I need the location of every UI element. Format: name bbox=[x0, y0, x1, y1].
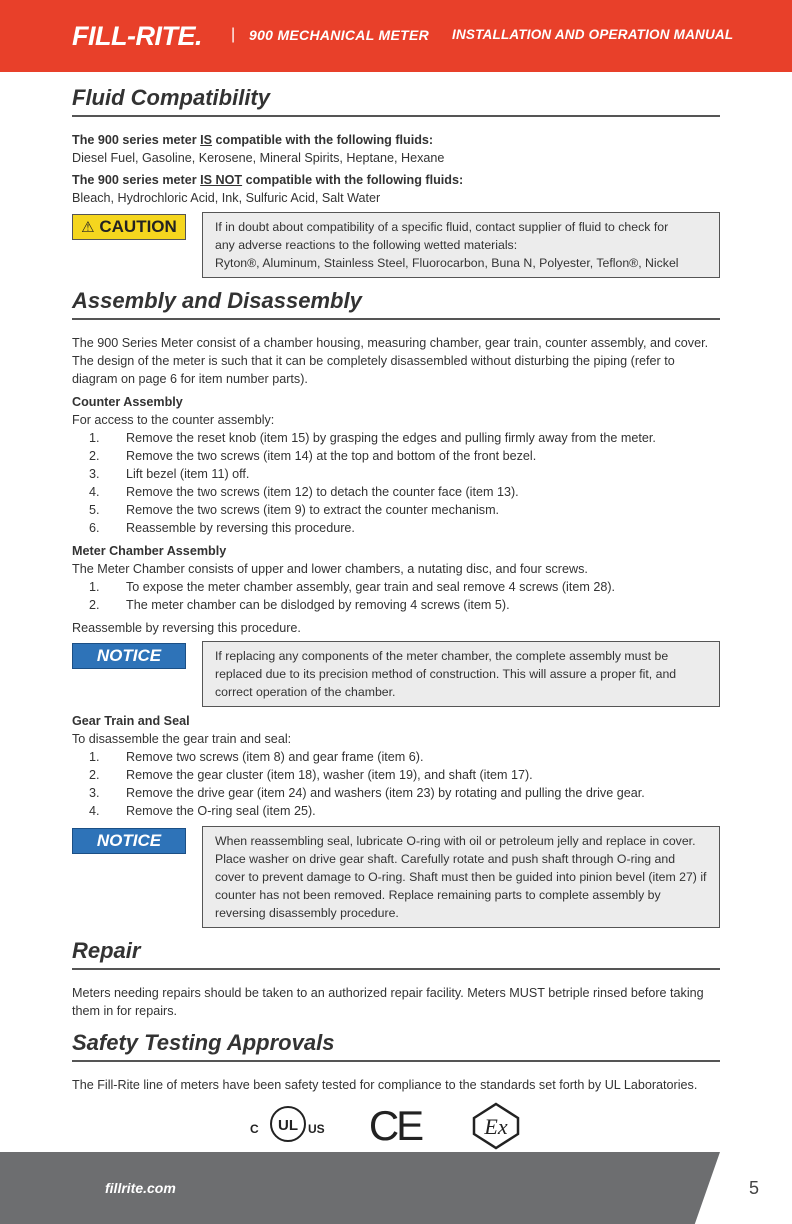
list-item: 6. Reassemble by reversing this procedure. bbox=[89, 521, 355, 535]
compatible-fluids-list: Diesel Fuel, Gasoline, Kerosene, Mineral Spirits, Heptane, Hexane bbox=[72, 151, 445, 165]
header-manual-title: INSTALLATION AND OPERATION MANUAL bbox=[452, 27, 734, 42]
meter-chamber-steps bbox=[72, 578, 720, 614]
svg-text:C: C bbox=[250, 1122, 259, 1136]
gear-train-steps bbox=[72, 748, 720, 820]
counter-assembly-intro: For access to the counter assembly: bbox=[72, 413, 275, 427]
svg-text:US: US bbox=[308, 1122, 325, 1136]
list-item: 2. The meter chamber can be dislodged by removing 4 screws (item 5). bbox=[89, 598, 510, 612]
list-item: 1. Remove the reset knob (item 15) by grasping the edges and pulling firmly away from the meter. bbox=[89, 431, 656, 445]
certification-marks bbox=[72, 1102, 720, 1154]
incompatible-statement: The 900 series meter IS NOT compatible with the following fluids: bbox=[72, 173, 464, 187]
notice-text-box: If replacing any components of the meter chamber, the complete assembly must be replaced due to its precision method of construction. This will assure a proper fit, and correct operation of the chamber. bbox=[202, 641, 720, 707]
meter-chamber-intro: The Meter Chamber consists of upper and lower chambers, a nutating disc, and four screws. bbox=[72, 562, 588, 576]
list-item: 1. Remove two screws (item 8) and gear frame (item 6). bbox=[89, 750, 424, 764]
list-item: 2. Remove the gear cluster (item 18), washer (item 19), and shaft (item 17). bbox=[89, 768, 533, 782]
atex-ex-icon bbox=[468, 1102, 524, 1150]
page-header bbox=[0, 0, 792, 72]
notice-callout-seal bbox=[72, 826, 720, 928]
repair-heading: Repair bbox=[72, 937, 720, 970]
header-separator: | bbox=[231, 26, 236, 43]
notice-badge: NOTICE bbox=[72, 643, 186, 669]
page-content bbox=[72, 84, 720, 1154]
fluid-compatibility-heading: Fluid Compatibility bbox=[72, 84, 720, 117]
safety-approvals-heading: Safety Testing Approvals bbox=[72, 1029, 720, 1062]
list-item: 1. To expose the meter chamber assembly, gear train and seal remove 4 screws (item 28). bbox=[89, 580, 616, 594]
ce-mark-icon bbox=[364, 1102, 426, 1146]
list-item: 3. Remove the drive gear (item 24) and washers (item 23) by rotating and pulling the drive gear. bbox=[89, 786, 645, 800]
page-number: 5 bbox=[749, 1178, 760, 1198]
header-model: 900 MECHANICAL METER bbox=[249, 27, 429, 43]
notice-text-box: When reassembling seal, lubricate O-ring with oil or petroleum jelly and replace in cover. Place washer on drive gear shaft. Carefully rotate and push shaft through O-ring and cover to prevent damage to O-ring. Shaft must then be guided into pinion bevel (item 27) if counter has not been removed. Replace remaining parts to complete assembly by reversing disassembly procedure. bbox=[202, 826, 720, 928]
footer-website-link[interactable]: fillrite.com bbox=[105, 1180, 176, 1196]
counter-assembly-steps bbox=[72, 429, 720, 537]
svg-text:UL: UL bbox=[278, 1117, 298, 1134]
fill-rite-logo: FILL-RITE. bbox=[72, 21, 202, 51]
ul-listed-icon bbox=[250, 1102, 326, 1146]
caution-callout bbox=[72, 212, 720, 278]
notice-callout-chamber bbox=[72, 641, 720, 707]
list-item: 2. Remove the two screws (item 14) at the top and bottom of the front bezel. bbox=[89, 449, 537, 463]
caution-text-box: If in doubt about compatibility of a specific fluid, contact supplier of fluid to check for any adverse reactions to the following wetted materials: Ryton®, Aluminum, Stainless Steel, Fluorocarbon, Buna N, Polyester, Teflon®, Nickel bbox=[202, 212, 720, 278]
notice-badge: NOTICE bbox=[72, 828, 186, 854]
incompatible-fluids-list: Bleach, Hydrochloric Acid, Ink, Sulfuric Acid, Salt Water bbox=[72, 191, 381, 205]
assembly-intro: The 900 Series Meter consist of a chamber housing, measuring chamber, gear train, counter assembly, and cover. The design of the meter is such that it can be completely disassembled without disturbing the piping (refer to diagram on page 6 for item number parts). bbox=[72, 336, 709, 386]
assembly-heading: Assembly and Disassembly bbox=[72, 287, 720, 320]
list-item: 3. Lift bezel (item 11) off. bbox=[89, 467, 250, 481]
svg-text:Ex: Ex bbox=[484, 1114, 508, 1139]
list-item: 4. Remove the two screws (item 12) to detach the counter face (item 13). bbox=[89, 485, 519, 499]
gear-train-heading: Gear Train and Seal bbox=[72, 714, 190, 728]
safety-approvals-text: The Fill-Rite line of meters have been safety tested for compliance to the standards set forth by UL Laboratories. bbox=[72, 1078, 698, 1092]
compatible-statement: The 900 series meter IS compatible with the following fluids: bbox=[72, 133, 434, 147]
warning-triangle-icon: ⚠ bbox=[81, 219, 95, 236]
caution-badge: ⚠ CAUTION bbox=[72, 214, 186, 240]
list-item: 4. Remove the O-ring seal (item 25). bbox=[89, 804, 316, 818]
gear-train-intro: To disassemble the gear train and seal: bbox=[72, 732, 292, 746]
svg-text:CE: CE bbox=[368, 1102, 422, 1146]
meter-chamber-heading: Meter Chamber Assembly bbox=[72, 544, 227, 558]
list-item: 5. Remove the two screws (item 9) to extract the counter mechanism. bbox=[89, 503, 500, 517]
meter-chamber-outro: Reassemble by reversing this procedure. bbox=[72, 621, 301, 635]
repair-text: Meters needing repairs should be taken to an authorized repair facility. Meters MUST betriple rinsed before taking them in for repairs. bbox=[72, 986, 704, 1018]
counter-assembly-heading: Counter Assembly bbox=[72, 395, 183, 409]
